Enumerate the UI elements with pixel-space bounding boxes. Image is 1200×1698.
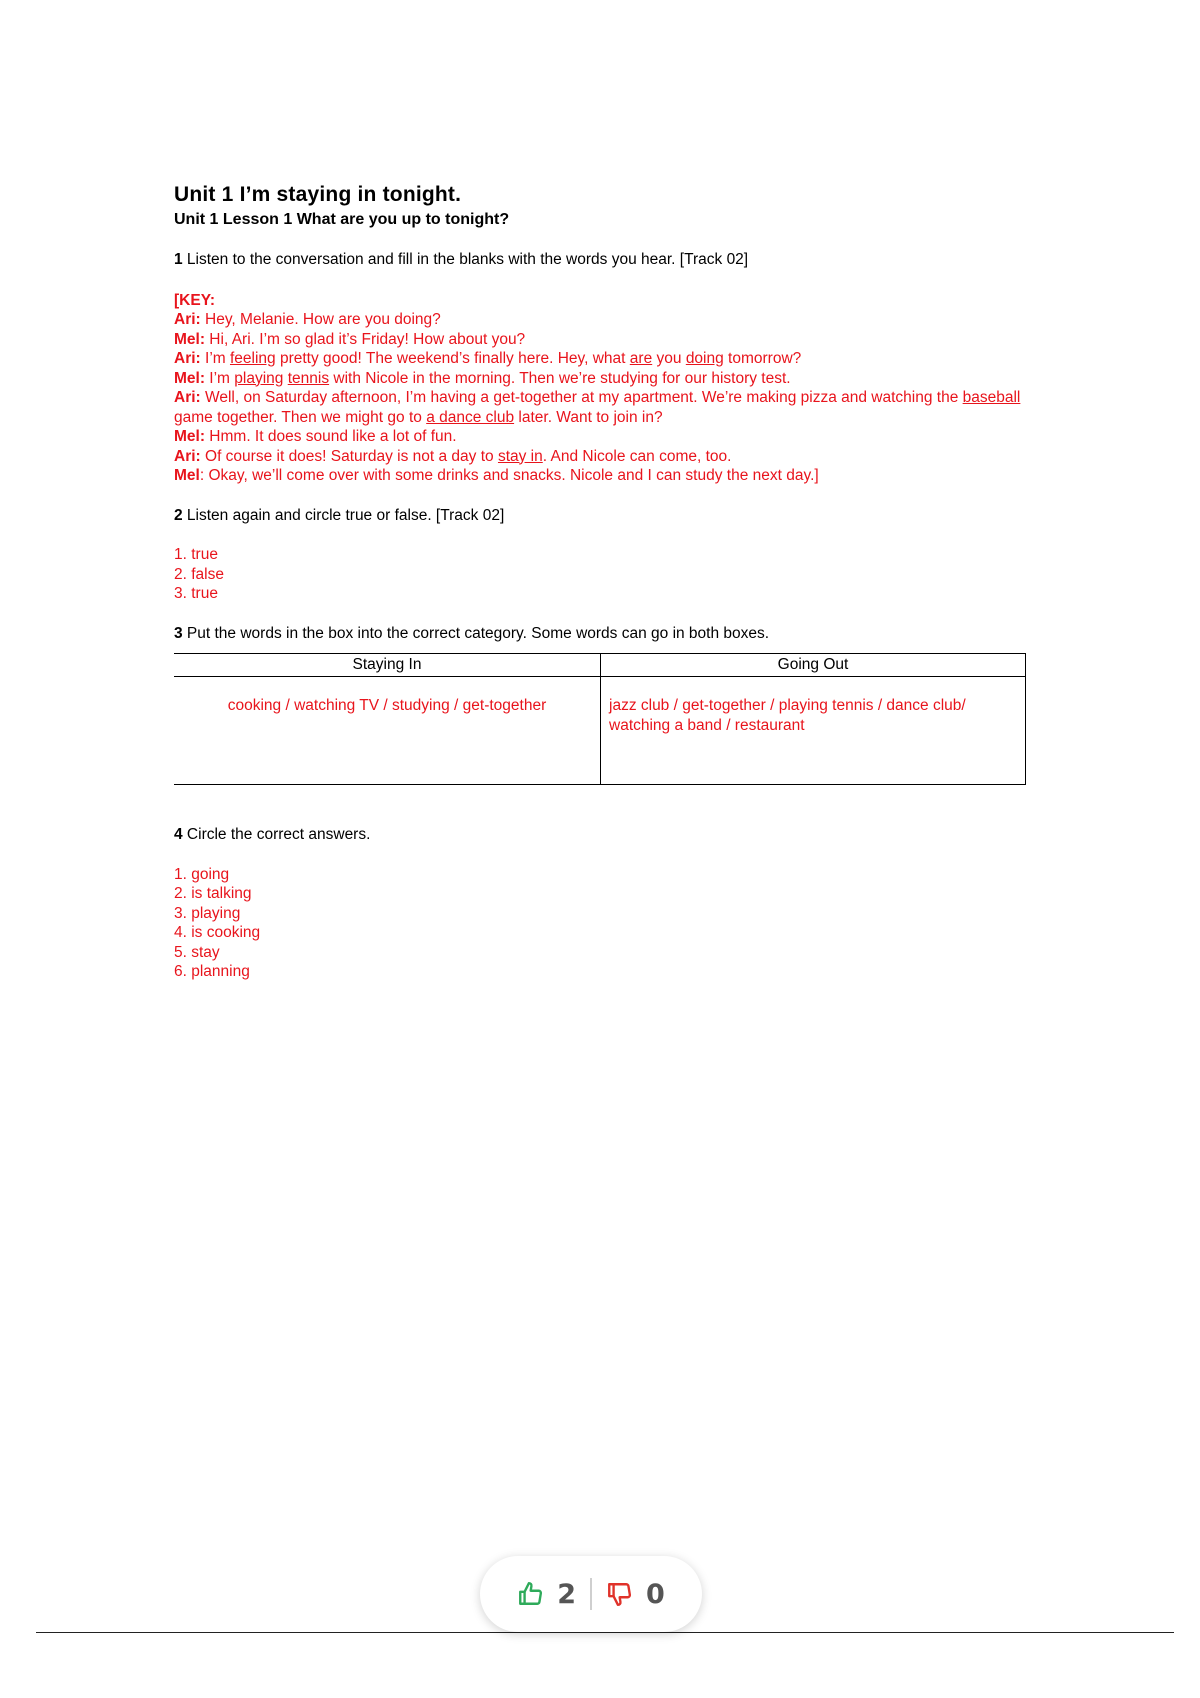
dialogue-line: Mel: Hmm. It does sound like a lot of fun. <box>174 428 457 445</box>
column-header-staying-in: Staying In <box>174 654 601 677</box>
answer-item: 1. going <box>174 865 230 883</box>
dialogue-line: Ari: Well, on Saturday afternoon, I’m having a get-together at my apartment. We’re making pizza and watching the baseball game together. Then we might go to a dance club later. Want to join in? <box>174 389 1021 426</box>
exercise-4-instruction: 4 Circle the correct answers. <box>174 826 371 843</box>
going-out-cell: jazz club / get-together / playing tennis / dance club/ watching a band / restaurant <box>601 677 1026 785</box>
vote-divider <box>590 1578 592 1610</box>
vote-widget <box>480 1556 702 1632</box>
dialogue-line: Mel: Hi, Ari. I’m so glad it’s Friday! How about you? <box>174 330 526 348</box>
dialogue-line: Mel: I’m playing tennis with Nicole in the morning. Then we’re studying for our history test. <box>174 369 791 387</box>
exercise-3-instruction: 3 Put the words in the box into the correct category. Some words can go in both boxes. <box>174 624 770 642</box>
dialogue-line: Ari: Hey, Melanie. How are you doing? <box>174 311 441 328</box>
answer-item: 3. playing <box>174 904 241 922</box>
unit-title: Unit 1 I’m staying in tonight. <box>174 183 462 206</box>
answer-item: 5. stay <box>174 943 220 961</box>
category-table <box>174 653 1026 785</box>
answer-item: 2. false <box>174 565 224 583</box>
document-page <box>174 183 1026 982</box>
dialogue-line: Ari: I’m feeling pretty good! The weekend’s finally here. Hey, what are you doing tomorrow? <box>174 350 802 367</box>
answer-item: 1. true <box>174 546 218 563</box>
key-label: [KEY: <box>174 291 216 309</box>
lesson-subtitle: Unit 1 Lesson 1 What are you up to tonight? <box>174 211 510 228</box>
thumbs-up-icon[interactable] <box>517 1581 543 1607</box>
page-divider <box>36 1632 1174 1633</box>
thumbs-down-icon[interactable] <box>606 1581 632 1607</box>
dialogue-line: Mel: Okay, we’ll come over with some drinks and snacks. Nicole and I can study the next day.] <box>174 467 819 484</box>
answer-key <box>174 291 1026 486</box>
column-header-going-out: Going Out <box>601 654 1026 677</box>
dialogue-line: Ari: Of course it does! Saturday is not a day to stay in. And Nicole can come, too. <box>174 447 732 465</box>
staying-in-cell: cooking / watching TV / studying / get-together <box>174 677 601 785</box>
exercise-1-instruction: 1 Listen to the conversation and fill in the blanks with the words you hear. [Track 02] <box>174 251 749 268</box>
exercise-2-answers <box>174 545 1026 604</box>
answer-item: 2. is talking <box>174 885 252 902</box>
exercise-4-answers <box>174 865 1026 982</box>
exercise-2-instruction: 2 Listen again and circle true or false. [Track 02] <box>174 506 505 524</box>
downvote-count: 0 <box>646 1578 665 1610</box>
answer-item: 6. planning <box>174 963 250 980</box>
answer-item: 4. is cooking <box>174 924 261 941</box>
answer-item: 3. true <box>174 585 218 602</box>
upvote-count: 2 <box>557 1578 576 1610</box>
